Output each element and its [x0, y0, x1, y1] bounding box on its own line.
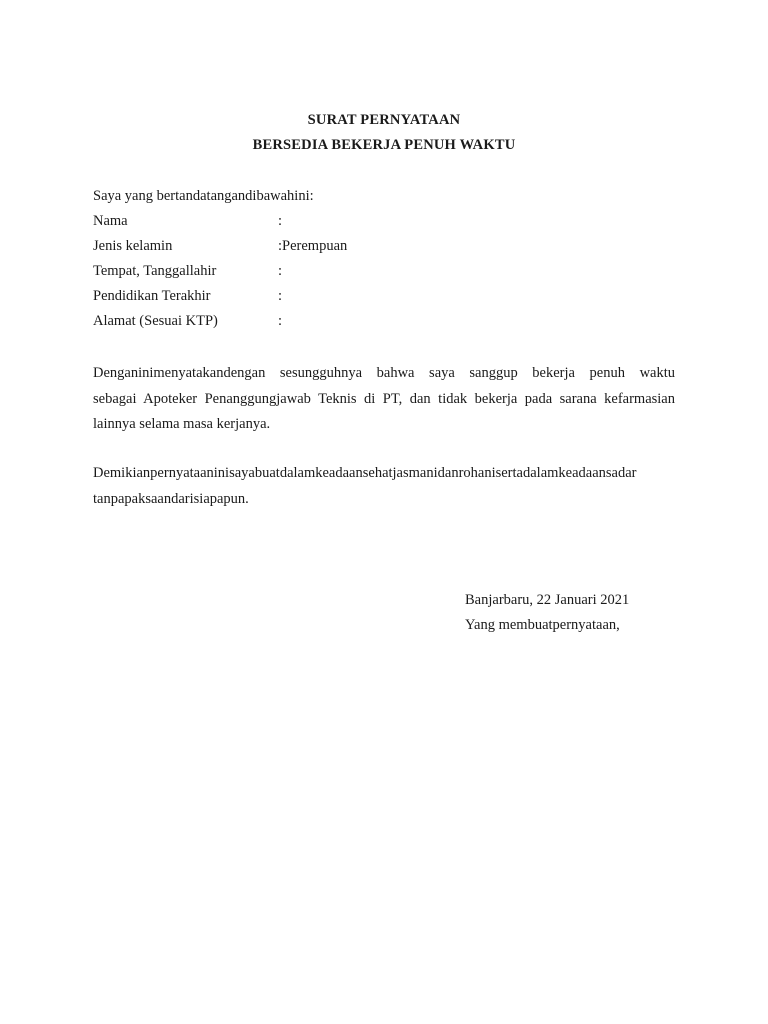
- statement-line: sebagai Apoteker Penanggungjawab Teknis di PT, dan tidak bekerja pada sarana kefarmasian: [93, 390, 675, 407]
- field-label: Tempat, Tanggallahir: [93, 263, 217, 279]
- closing-paragraph: [93, 461, 675, 512]
- closing-line: tanpapaksaandarisiapapun.: [93, 490, 249, 507]
- document-subtitle: BERSEDIA BEKERJA PENUH WAKTU: [252, 137, 516, 153]
- field-separator: :: [278, 313, 283, 329]
- field-separator: :: [278, 238, 283, 254]
- place-date: Banjarbaru, 22 Januari 2021: [465, 592, 630, 608]
- field-label: Pendidikan Terakhir: [93, 288, 211, 304]
- field-separator: :: [278, 213, 283, 229]
- statement-paragraph: [93, 361, 675, 438]
- field-separator: :: [278, 263, 283, 279]
- field-label: Jenis kelamin: [93, 238, 173, 254]
- field-label: Nama: [93, 213, 128, 229]
- statement-line: lainnya selama masa kerjanya.: [93, 416, 271, 432]
- field-separator: :: [278, 288, 283, 304]
- statement-line: Denganinimenyatakandengan sesungguhnya bahwa saya sanggup bekerja penuh waktu: [93, 365, 675, 381]
- document-title: SURAT PERNYATAAN: [307, 112, 461, 128]
- intro-text: Saya yang bertandatangandibawahini:: [93, 188, 314, 204]
- field-value: [278, 259, 282, 284]
- field-value: [278, 284, 282, 309]
- field-value: [278, 234, 347, 259]
- field-label: Alamat (Sesuai KTP): [93, 313, 218, 329]
- field-value-text: Perempuan: [282, 238, 348, 254]
- field-value: [278, 209, 282, 234]
- signatory-label: Yang membuatpernyataan,: [465, 617, 620, 633]
- closing-line: Demikianpernyataaninisayabuatdalamkeadaansehatjasmanidanrohanisertadalamkeadaansadar: [93, 465, 637, 481]
- field-value: [278, 309, 282, 334]
